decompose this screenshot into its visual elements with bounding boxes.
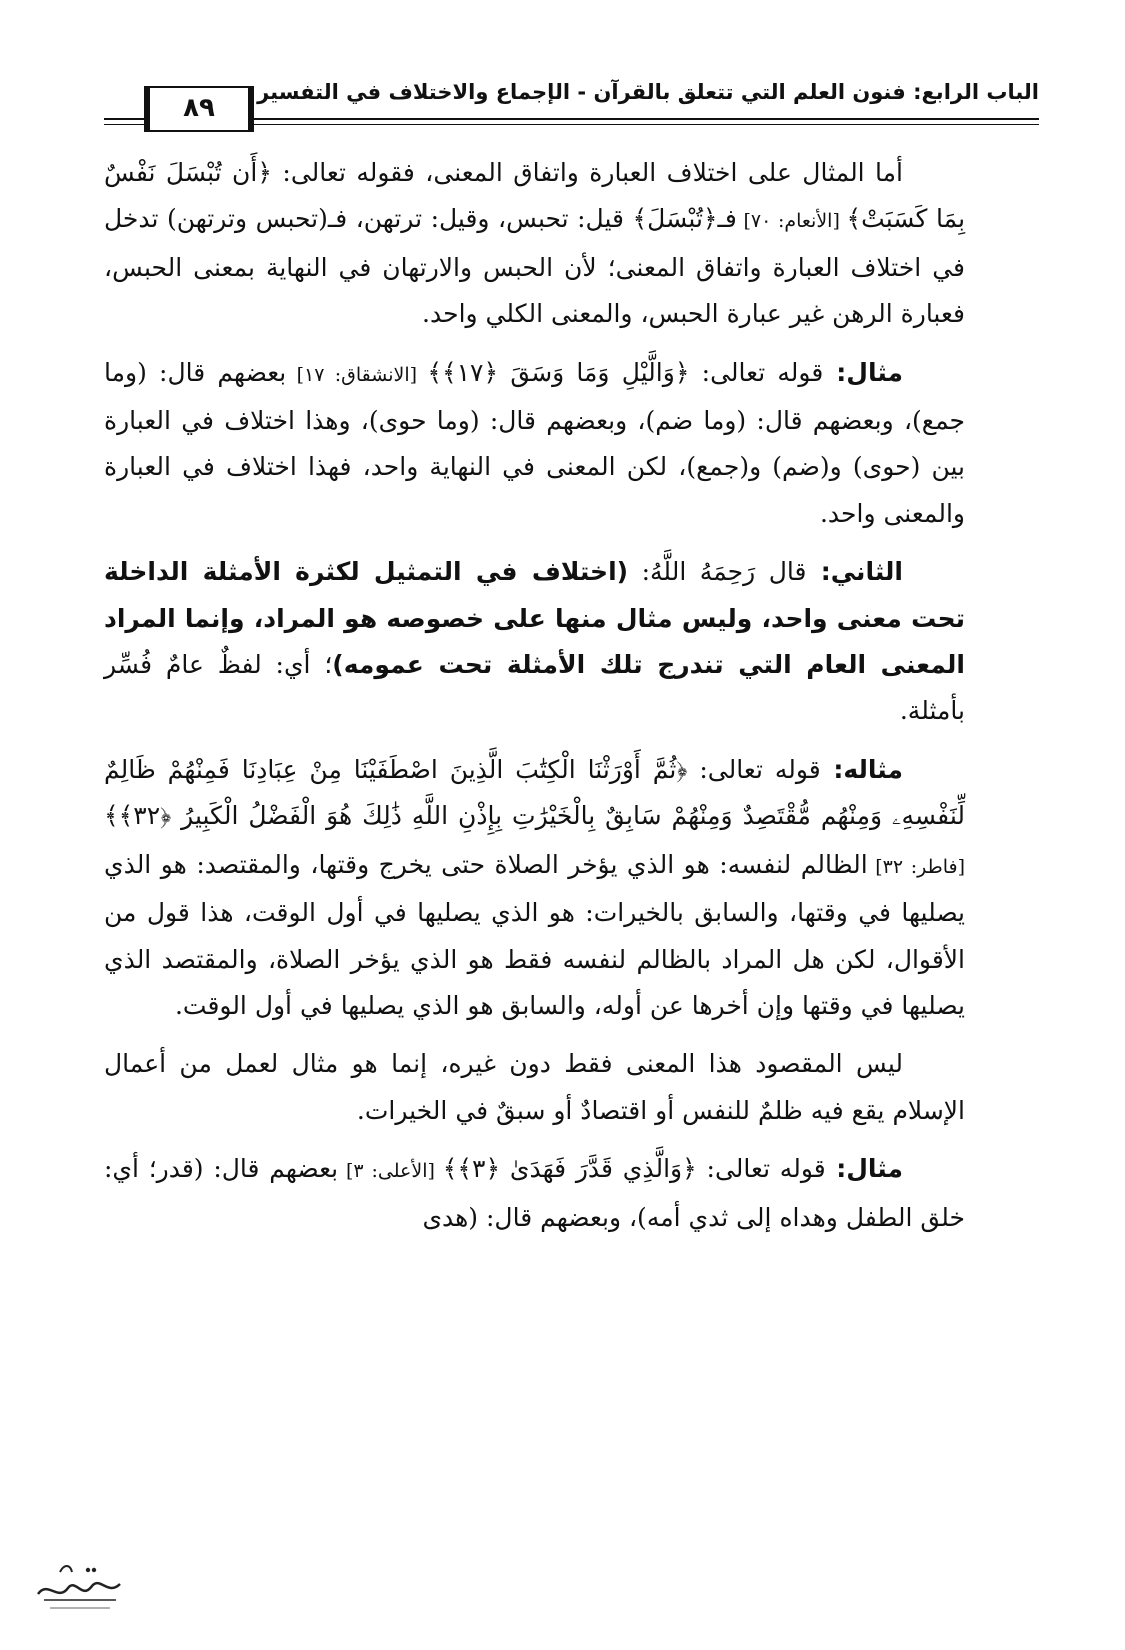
page-body bbox=[104, 150, 965, 1249]
paragraph bbox=[104, 747, 965, 1029]
paragraph bbox=[104, 1041, 965, 1134]
quoted-text: (اختلاف في التمثيل لكثرة الأمثلة الداخلة تحت معنى واحد، وليس مثال منها على خصوصه هو المراد، وإنما المراد المعنى العام التي تندرج تلك الأمثلة تحت عمومه) bbox=[104, 557, 965, 680]
paragraph-text: قوله تعالى: bbox=[696, 1154, 826, 1184]
paragraph bbox=[104, 1146, 965, 1241]
header-rule bbox=[254, 118, 1039, 120]
section-label: الثاني: bbox=[806, 557, 903, 587]
quran-verse: ﴿وَالَّيْلِ وَمَا وَسَقَ ﴿١٧﴾﴾ bbox=[427, 357, 690, 387]
paragraph bbox=[104, 350, 965, 538]
example-label: مثال: bbox=[823, 357, 904, 387]
paragraph-text: بعضهم قال: (وما جمع)، وبعضهم قال: (وما ضم)، وبعضهم قال: (وما حوى)، وهذا اختلاف في العبارة بين (حوى) و(ضم) و(جمع)، لكن المعنى في النهاية واحد، فهذا اختلاف في العبارة والمعنى واحد. bbox=[104, 357, 965, 528]
quran-verse: ﴿ثُمَّ أَوْرَثْنَا الْكِتَٰبَ الَّذِينَ اصْطَفَيْنَا مِنْ عِبَادِنَا فَمِنْهُمْ ظَالِمٌ لِّنَفْسِهِۦ وَمِنْهُم مُّقْتَصِدٌ وَمِنْهُمْ سَابِقٌ بِالْخَيْرَٰتِ بِإِذْنِ اللَّهِ ذَٰلِكَ هُوَ الْفَضْلُ الْكَبِيرُ ﴿٣٢﴾﴾ bbox=[104, 754, 965, 831]
paragraph-text: قال رَحِمَهُ اللَّهُ: bbox=[628, 557, 807, 587]
paragraph-text: فـ﴿تُبْسَلَ﴾ قيل: تحبس، وقيل: ترتهن، فـ(تحبس وترتهن) تدخل في اختلاف العبارة واتفاق المعنى؛ لأن الحبس والارتهان في النهاية بمعنى الحبس، فعبارة الرهن غير عبارة الحبس، والمعنى الكلي واحد. bbox=[104, 204, 965, 329]
verse-reference: [الأعلى: ٣] bbox=[338, 1160, 443, 1183]
paragraph bbox=[104, 549, 965, 735]
verse-reference: [الأنعام: ٧٠] bbox=[736, 210, 847, 233]
verse-reference: [فاطر: ٣٢] bbox=[867, 855, 965, 878]
page-header bbox=[104, 66, 1039, 136]
example-label: مثال: bbox=[825, 1154, 903, 1184]
paragraph-text: بعضهم قال: (قدر؛ أي: خلق الطفل وهداه إلى ثدي أمه)، وبعضهم قال: (هدى bbox=[104, 1154, 965, 1232]
paragraph bbox=[104, 150, 965, 338]
paragraph-text: الظالم لنفسه: هو الذي يؤخر الصلاة حتى يخرج وقتها، والمقتصد: هو الذي يصليها في وقتها، والسابق بالخيرات: هو الذي يصليها في أول الوقت، هذا قول من الأقوال، لكن هل المراد بالظالم لنفسه فقط هو الذي يؤخر الصلاة، والمقتصد الذي يصليها في وقتها وإن أخرها عن أوله، والسابق هو الذي يصليها في أول الوقت. bbox=[104, 849, 965, 1020]
paragraph-text: ليس المقصود هذا المعنى فقط دون غيره، إنما هو مثال لعمل من أعمال الإسلام يقع فيه ظلمٌ للنفس أو اقتصادٌ أو سبقٌ في الخيرات. bbox=[104, 1049, 965, 1125]
header-rule bbox=[254, 124, 1039, 125]
chapter-title: الباب الرابع: فنون العلم التي تتعلق بالقرآن - الإجماع والاختلاف في التفسير bbox=[257, 80, 1039, 104]
header-rule bbox=[104, 118, 144, 120]
publisher-logo bbox=[30, 1550, 130, 1620]
paragraph-text: ؛ أي: لفظٌ عامٌ فُسِّر بأمثلة. bbox=[104, 650, 965, 726]
quran-verse: ﴿وَالَّذِي قَدَّرَ فَهَدَىٰ ﴿٣﴾﴾ bbox=[442, 1154, 697, 1184]
paragraph-text: قوله تعالى: bbox=[687, 754, 821, 784]
paragraph-text: أما المثال على اختلاف العبارة واتفاق المعنى، فقوله تعالى: bbox=[272, 158, 903, 187]
header-rule bbox=[104, 124, 144, 125]
paragraph-text: قوله تعالى: bbox=[689, 357, 824, 387]
example-label: مثاله: bbox=[820, 754, 903, 784]
quran-verse: ﴿أَن تُبْسَلَ نَفْسٌ بِمَا كَسَبَتْ﴾ bbox=[104, 158, 966, 234]
verse-reference: [الانشقاق: ١٧] bbox=[286, 363, 428, 386]
page-number: ٨٩ bbox=[144, 86, 254, 132]
